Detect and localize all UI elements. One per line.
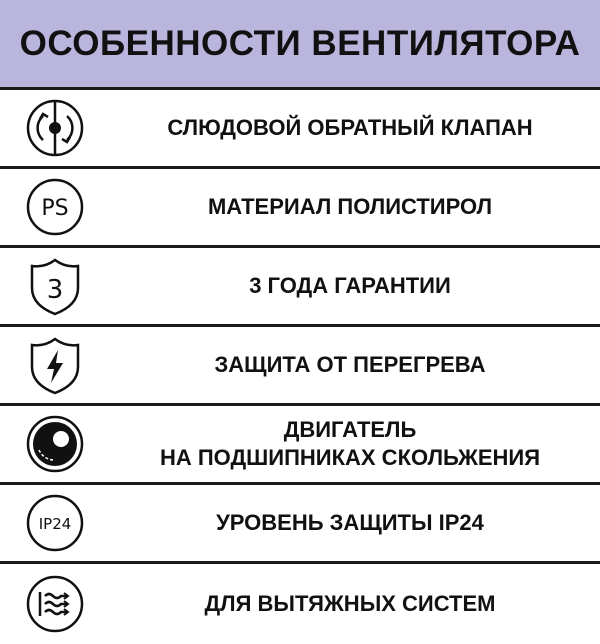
feature-label-line-1: ДВИГАТЕЛЬ xyxy=(283,416,417,442)
feature-label: СЛЮДОВОЙ ОБРАТНЫЙ КЛАПАН xyxy=(167,114,533,140)
feature-row-ip24 xyxy=(0,485,600,564)
feature-row-warranty xyxy=(0,248,600,327)
feature-row-exhaust xyxy=(0,564,600,644)
check-valve-icon xyxy=(23,96,87,160)
feature-row-check-valve xyxy=(0,90,600,169)
feature-label: ЗАЩИТА ОТ ПЕРЕГРЕВА xyxy=(214,351,486,377)
warranty-shield-icon xyxy=(23,254,87,318)
page-title: ОСОБЕННОСТИ ВЕНТИЛЯТОРА xyxy=(19,23,581,63)
ip24-icon xyxy=(23,491,87,555)
warranty-icon-text: 3 xyxy=(46,275,64,305)
ps-icon-text: PS xyxy=(41,196,69,221)
feature-label: 3 ГОДА ГАРАНТИИ xyxy=(249,272,451,298)
feature-label-line-2: НА ПОДШИПНИКАХ СКОЛЬЖЕНИЯ xyxy=(159,445,541,470)
feature-label: МАТЕРИАЛ ПОЛИСТИРОЛ xyxy=(207,193,493,219)
bearing-motor-icon xyxy=(23,412,87,476)
feature-row-material xyxy=(0,169,600,248)
ps-material-icon xyxy=(23,175,87,239)
exhaust-air-icon xyxy=(23,572,87,636)
header-banner xyxy=(0,0,600,90)
feature-row-motor xyxy=(0,406,600,485)
ip24-icon-text: IP24 xyxy=(38,515,72,533)
feature-label: УРОВЕНЬ ЗАЩИТЫ IP24 xyxy=(216,509,484,535)
feature-row-overheat xyxy=(0,327,600,406)
feature-label: ДЛЯ ВЫТЯЖНЫХ СИСТЕМ xyxy=(204,590,496,616)
overheat-protection-icon xyxy=(23,333,87,397)
